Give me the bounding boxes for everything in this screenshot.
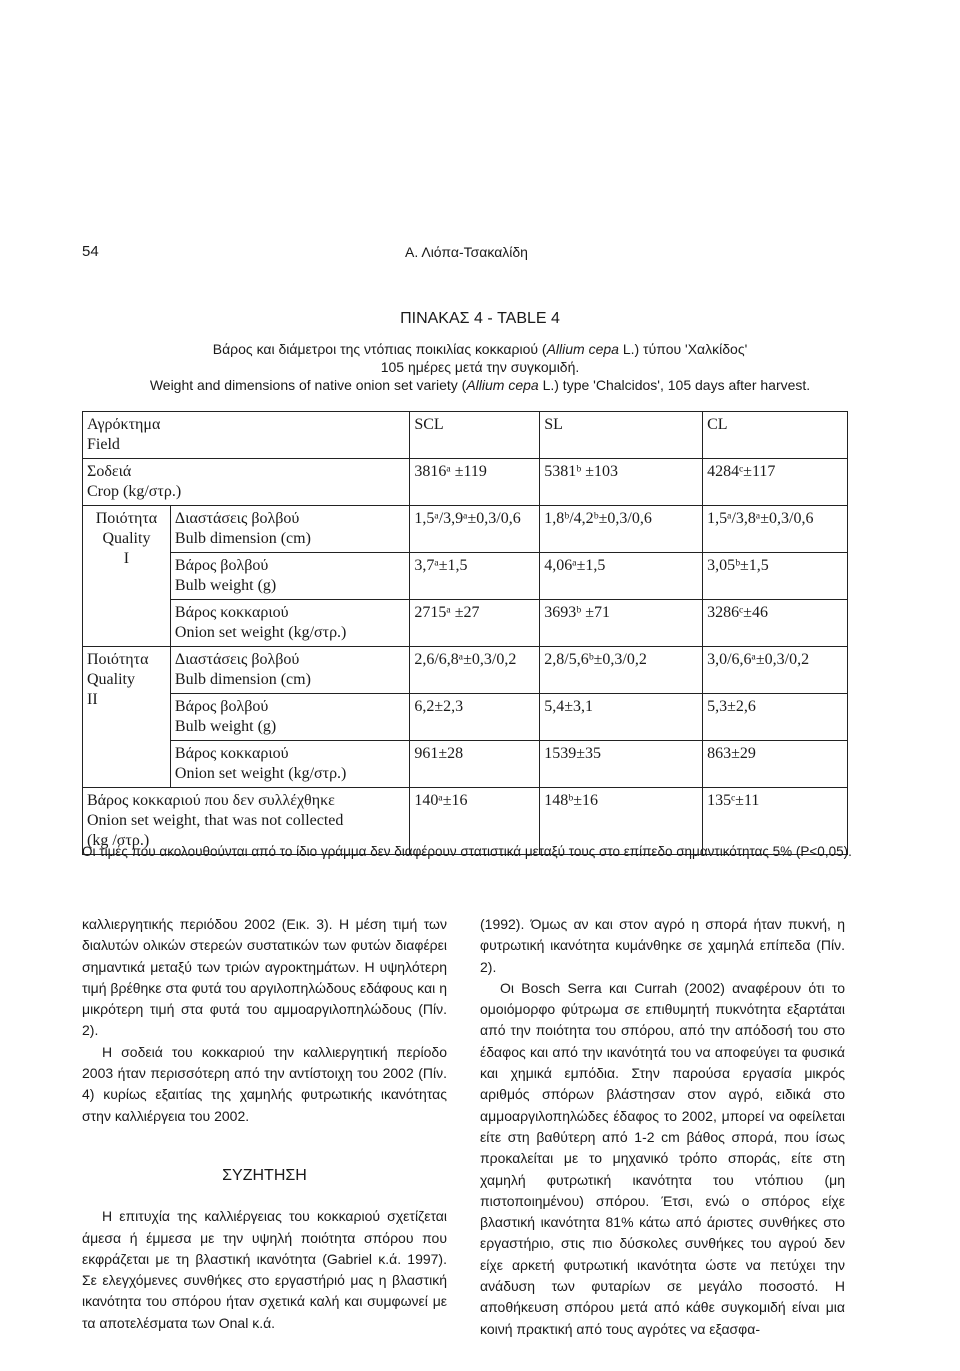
- not-collected-label: Βάρος κοκκαριού που δεν συλλέχθηκε Onion set weight, that was not collected (kg /στρ.): [83, 788, 410, 855]
- row-label: Βάρος κοκκαριού Onion set weight (kg/στρ.): [170, 741, 409, 788]
- cell-sl: 1,8ᵇ/4,2ᵇ±0,3/0,6: [540, 506, 703, 553]
- crop-sl: 5381ᵇ ±103: [540, 459, 703, 506]
- paragraph: (1992). Όμως αν και στον αγρό η σπορά ήταν πυκνή, η φυτρωτική ικανότητα κυμάνθηκε σε χαμηλά επίπεδα (Πίν. 2).: [480, 916, 845, 975]
- cell-scl: 2715ᵃ ±27: [410, 600, 540, 647]
- table-footnote: Οι τιμές που ακολουθούνται από το ίδιο γράμμα δεν διαφέρουν στατιστικά μεταξύ τους στο επίπεδο σημαντικότητας 5% (P<0,05).: [82, 844, 852, 859]
- table-row: [83, 553, 848, 600]
- running-head-author: Α. Λιόπα-Τσακαλίδη: [405, 244, 528, 260]
- header-sl: SL: [540, 412, 703, 459]
- row-label: Βάρος κοκκαριού Onion set weight (kg/στρ.): [170, 600, 409, 647]
- caption-english: Weight and dimensions of native onion set variety (Allium cepa L.) type 'Chalcidos', 105 days after harvest.: [149, 377, 811, 393]
- caption-greek-line2: 105 ημέρες μετά την συγκομιδή.: [380, 359, 580, 375]
- table-header-row: [83, 412, 848, 459]
- cell-scl: 2,6/6,8ᵃ±0,3/0,2: [410, 647, 540, 694]
- body-column-left: [82, 914, 447, 1334]
- table-row: [83, 647, 848, 694]
- page-number: 54: [82, 243, 99, 260]
- section-heading: ΣΥΖΗΤΗΣΗ: [222, 1166, 307, 1184]
- cell-cl: 1,5ᵃ/3,8ᵃ±0,3/0,6: [703, 506, 848, 553]
- cell-sl: 2,8/5,6ᵇ±0,3/0,2: [540, 647, 703, 694]
- table-caption: [0, 310, 960, 394]
- cell-scl: 6,2±2,3: [410, 694, 540, 741]
- body-column-right: [480, 914, 845, 1340]
- caption-greek-line1: Βάρος και διάμετροι της ντόπιας ποικιλίας κοκκαριού (Allium cepa L.) τύπου 'Χαλκίδος': [212, 341, 748, 357]
- cell-cl: 135ᶜ±11: [703, 788, 848, 855]
- header-scl: SCL: [410, 412, 540, 459]
- onion-set-table: [82, 411, 848, 855]
- cell-scl: 3,7ᵃ±1,5: [410, 553, 540, 600]
- row-label: Βάρος βολβού Bulb weight (g): [170, 694, 409, 741]
- header-cl: CL: [703, 412, 848, 459]
- cell-cl: 863±29: [703, 741, 848, 788]
- table-row: [83, 694, 848, 741]
- field-header-cell: Αγρόκτημα Field: [83, 412, 410, 459]
- cell-sl: 3693ᵇ ±71: [540, 600, 703, 647]
- table-row: [83, 600, 848, 647]
- table-row: [83, 741, 848, 788]
- cell-cl: 3286ᶜ±46: [703, 600, 848, 647]
- table-row: [83, 506, 848, 553]
- row-label: Βάρος βολβού Bulb weight (g): [170, 553, 409, 600]
- crop-label: Σοδειά Crop (kg/στρ.): [83, 459, 410, 506]
- cell-cl: 3,0/6,6ᵃ±0,3/0,2: [703, 647, 848, 694]
- crop-scl: 3816ᵃ ±119: [410, 459, 540, 506]
- cell-scl: 961±28: [410, 741, 540, 788]
- cell-scl: 1,5ᵃ/3,9ᵃ±0,3/0,6: [410, 506, 540, 553]
- cell-sl: 1539±35: [540, 741, 703, 788]
- paragraph: Η σοδειά του κοκκαριού την καλλιεργητική περίοδο 2003 ήταν περισσότερη από την αντίστοιχη του 2002 (Πίν. 4) κυρίως εξαιτίας της χαμηλής φυτρωτικής ικανότητας στην καλλιέργεια του 2002.: [82, 1043, 447, 1124]
- quality-2-label: Ποιότητα Quality II: [83, 647, 171, 788]
- cell-scl: 140ᵃ±16: [410, 788, 540, 855]
- paragraph: Η επιτυχία της καλλιέργειας του κοκκαριού σχετίζεται άμεσα ή έμμεσα με την υψηλή ποιότητα σπόρου που εκφράζεται με τη βλαστική ικανότητα (Gabriel κ.ά. 1997). Σε ελεγχόμενες συνθήκες στο εργαστήριό μας η βλαστική ικανότητα του σπόρου ήταν σχετικά καλή και συμφωνεί με τα αποτελέσματα των Onal κ.ά.: [82, 1208, 447, 1331]
- crop-row: [83, 459, 848, 506]
- row-label: Διαστάσεις βολβού Bulb dimension (cm): [170, 647, 409, 694]
- cell-sl: 5,4±3,1: [540, 694, 703, 741]
- table-title: ΠΙΝΑΚΑΣ 4 - TABLE 4: [400, 310, 560, 327]
- crop-cl: 4284ᶜ±117: [703, 459, 848, 506]
- paragraph: καλλιεργητικής περιόδου 2002 (Εικ. 3). Η μέση τιμή των διαλυτών ολικών στερεών συστατικών των φυτών διαφέρει σημαντικά μεταξύ των τριών αγροκτημάτων. Η υψηλότερη τιμή βρέθηκε στα φυτά του αργιλοπηλώδους εδάφους και η μικρότερη τιμή στα φυτά του αμμοαργιλοπηλώδους (Πίν. 2).: [82, 916, 447, 1039]
- row-label: Διαστάσεις βολβού Bulb dimension (cm): [170, 506, 409, 553]
- paragraph: Οι Bosch Serra και Currah (2002) αναφέρουν ότι το ομοιόμορφο φύτρωμα σε επιθυμητή πυκνότητα εξαρτάται από την ποιότητα του σπόρου, από την απόδοσή του στο έδαφος και από την ικανότητά του να αποφεύγει τα φυσικά και χημικά εμπόδια. Στην παρούσα εργασία μικρός αριθμός σπόρων βλάστησαν στον αγρό, ειδικά στο αμμοαργιλοπηλώδες έδαφος το 2002, μπορεί να οφείλεται είτε στη βαθύτερη από 1-2 cm βάθος σπορά, που ίσως προκαλείται με το μηχανικό τρόπο σποράς, είτε στη χαμηλή φυτρωτική ικανότητα του ντόπιου (μη πιστοποιημένου) σπόρου. Έτσι, ενώ ο σπόρος είχε βλαστική ικανότητα 81% κάτω από άριστες συνθήκες στο εργαστήριο, στις πιο δύσκολες συνθήκες του αγρού δεν είχε αρκετή φυτρωτική ικανότητα ώστε να πετύχει την ανάδυση των φυταρίων σε μεγάλο ποσοστό. Η αποθήκευση σπόρου μετά από κάθε συγκομιδή είναι μια κοινή πρακτική από τους αγρότες να εξασφα-: [480, 979, 845, 1337]
- cell-cl: 5,3±2,6: [703, 694, 848, 741]
- quality-1-label: Ποιότητα Quality I: [83, 506, 171, 647]
- cell-sl: 148ᵇ±16: [540, 788, 703, 855]
- cell-sl: 4,06ᵃ±1,5: [540, 553, 703, 600]
- cell-cl: 3,05ᵇ±1,5: [703, 553, 848, 600]
